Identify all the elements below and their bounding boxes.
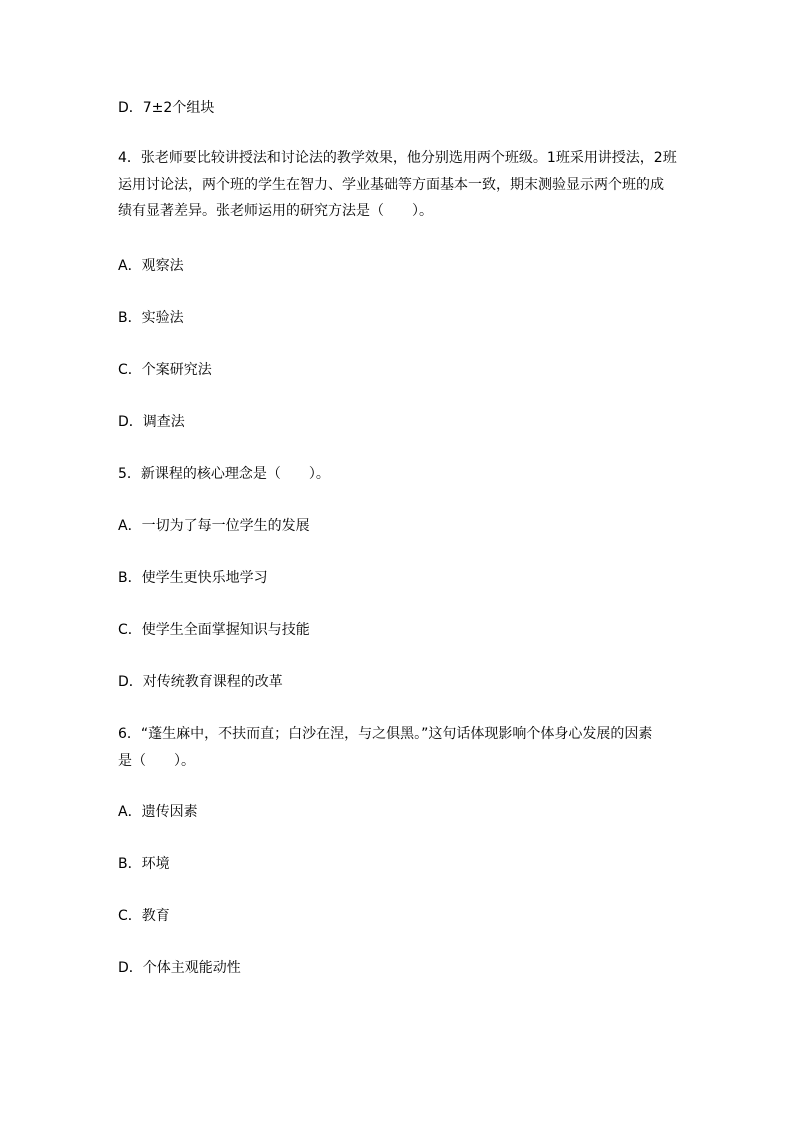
text-line: C．使学生全面掌握知识与技能 xyxy=(118,622,310,638)
text-line: A．遗传因素 xyxy=(118,804,198,820)
option-4b xyxy=(118,305,184,332)
option-6d xyxy=(118,955,241,982)
text-line: D．7±2个组块 xyxy=(118,100,215,116)
option-6b xyxy=(118,851,170,878)
option-6a xyxy=(118,799,198,826)
text-line: C．教育 xyxy=(118,908,170,924)
question-6 xyxy=(118,721,652,774)
option-3d xyxy=(118,95,214,122)
option-4d xyxy=(118,409,185,436)
text-line: 是（ ）。 xyxy=(118,752,195,769)
text-line: 运用讨论法，两个班的学生在智力、学业基础等方面基本一致，期末测验显示两个班的成 xyxy=(118,176,664,193)
question-5 xyxy=(118,461,330,488)
text-line: B．实验法 xyxy=(118,310,184,326)
text-line: B．使学生更快乐地学习 xyxy=(118,570,268,586)
option-5b xyxy=(118,565,268,592)
option-5a xyxy=(118,513,310,540)
option-4c xyxy=(118,357,212,384)
option-6c xyxy=(118,903,170,930)
text-line: 5．新课程的核心理念是（ ）。 xyxy=(118,466,330,482)
text-line: D．个体主观能动性 xyxy=(118,960,241,976)
text-line: B．环境 xyxy=(118,856,170,872)
text-line: C．个案研究法 xyxy=(118,362,212,378)
text-line: A．观察法 xyxy=(118,258,184,274)
text-line: 6．“蓬生麻中，不扶而直；白沙在涅，与之俱黑。”这句话体现影响个体身心发展的因素 xyxy=(118,726,653,742)
text-line: D．对传统教育课程的改革 xyxy=(118,674,283,690)
option-4a xyxy=(118,253,184,280)
text-line: 4．张老师要比较讲授法和讨论法的教学效果，他分别选用两个班级。1班采用讲授法，2班 xyxy=(118,150,677,166)
text-line: A．一切为了每一位学生的发展 xyxy=(118,518,310,534)
text-line: 绩有显著差异。张老师运用的研究方法是（ ）。 xyxy=(118,203,433,219)
question-4 xyxy=(118,145,677,225)
option-5c xyxy=(118,617,310,644)
text-line: D．调查法 xyxy=(118,414,185,430)
option-5d xyxy=(118,669,283,696)
